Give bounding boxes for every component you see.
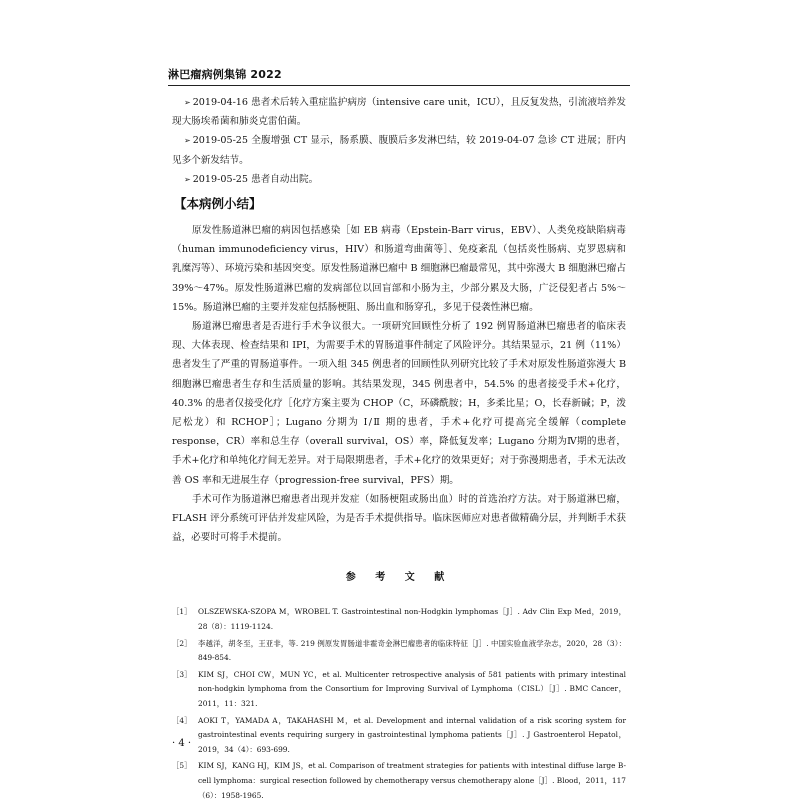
reference-text: 李越洋，胡冬至，王亚非，等. 219 例原发胃肠道非霍奇金淋巴瘤患者的临床特征［J］. 中国实验血液学杂志，2020，28（3）：849-854. [198, 638, 626, 663]
bullet-item [172, 170, 626, 189]
page-content [172, 93, 626, 805]
summary-paragraph: 原发性肠道淋巴瘤的病因包括感染［如 EB 病毒（Epstein-Barr virus，EBV）、人类免疫缺陷病毒（human immunodeficiency virus，HIV）和肠道弯曲菌等］、免疫紊乱（包括炎性肠病、克罗恩病和乳糜泻等）、环境污染和基因突变。原发性肠道淋巴瘤中 B 细胞淋巴瘤最常见，其中弥漫大 B 细胞淋巴瘤占 39%～47%。原发性肠道淋巴瘤的发病部位以回盲部和小肠为主，少部分累及大肠，广泛侵犯者占 5%～15%。肠道淋巴瘤的主要并发症包括肠梗阻、肠出血和肠穿孔，多见于侵袭性淋巴瘤。 [172, 225, 626, 313]
summary-paragraph: 手术可作为肠道淋巴瘤患者出现并发症（如肠梗阻或肠出血）时的首选治疗方法。对于肠道淋巴瘤，FLASH 评分系统可评估并发症风险，为是否手术提供指导。临床医师应对患者做精确分层，并判断手术获益，必要时可将手术提前。 [172, 493, 626, 544]
bullet-item [172, 93, 626, 131]
reference-number: ［4］ [172, 715, 192, 725]
reference-text: OLSZEWSKA-SZOPA M，WROBEL T. Gastrointestinal non-Hodgkin lymphomas［J］. Adv Clin Exp Med，2019，28（8）：1119-1124. [198, 607, 626, 632]
reference-number: ［2］ [172, 638, 192, 648]
section-heading: 【本病例小结】 [174, 196, 262, 212]
page-number: · 4 · [172, 738, 192, 749]
reference-number: ［3］ [172, 669, 192, 679]
reference-number: ［5］ [172, 761, 192, 771]
bullet-text: 2019-05-25 全腹增强 CT 显示，肠系膜、腹膜后多发淋巴结，较 2019-04-07 急诊 CT 进展；肝内见多个新发结节。 [172, 135, 626, 166]
reference-item [172, 668, 626, 712]
reference-text: KIM SJ，KANG HJ，KIM JS，et al. Comparison of treatment strategies for patients with intestinal diffuse large B-cell lymphoma：surgical resection followed by chemotherapy versus chemotherapy alone［J］. Blood，2011，117（6）：1958-1965. [198, 761, 626, 800]
arrow-bullet-icon: ➢ [184, 136, 191, 146]
bullet-item [172, 131, 626, 169]
reference-text: AOKI T，YAMADA A，TAKAHASHI M，et al. Development and internal validation of a risk scoring system for gastrointestinal events requiring surgery in gastrointestinal lymphoma patients［J］. J Gastroenterol Hepatol，2019，34（4）：693-699. [198, 715, 626, 754]
arrow-bullet-icon: ➢ [184, 98, 191, 107]
reference-item [172, 759, 626, 803]
reference-number: ［1］ [172, 607, 192, 617]
bullet-text: 2019-04-16 患者术后转入重症监护病房（intensive care unit，ICU），且反复发热，引流液培养发现大肠埃希菌和肺炎克雷伯菌。 [172, 97, 626, 128]
summary-paragraph: 肠道淋巴瘤患者是否进行手术争议很大。一项研究回顾性分析了 192 例胃肠道淋巴瘤患者的临床表现、大体表现、检查结果和 IPI，为需要手术的胃肠道事件制定了风险评分。其结果显示，21 例（11%）患者发生了严重的胃肠道事件。一项入组 345 例患者的回顾性队列研究比较了手术对原发性肠道弥漫大 B 细胞淋巴瘤患者生存和生活质量的影响。其结果发现，345 例患者中，54.5% 的患者接受手术+化疗，40.3% 的患者仅接受化疗［化疗方案主要为 CHOP（C，环磷酰胺；H，多柔比星；O，长春新碱；P，泼尼松龙）和 RCHOP］；Lugano 分期为 Ⅰ/Ⅱ 期的患者，手术+化疗可提高完全缓解（complete response，CR）率和总生存（overall survival，OS）率，降低复发率；Lugano 分期为Ⅳ期的患者，手术+化疗和单纯化疗间无差异。对于局限期患者，手术+化疗的效果更好；对于弥漫期患者，手术无法改善 OS 率和无进展生存（progression-free survival，PFS）期。 [172, 321, 626, 486]
running-header [168, 63, 630, 86]
arrow-bullet-icon: ➢ [184, 174, 191, 184]
reference-item [172, 605, 626, 634]
header-title: 淋巴瘤病例集锦 2022 [168, 68, 282, 81]
reference-text: KIM SJ，CHOI CW，MUN YC，et al. Multicenter retrospective analysis of 581 patients with primary intestinal non-hodgkin lymphoma from the Consortium for Improving Survival of Lymphoma（CISL）［J］. BMC Cancer，2011，11：321. [198, 669, 626, 709]
reference-item [172, 637, 626, 666]
bullet-text: 2019-05-25 患者自动出院。 [192, 173, 319, 185]
references-heading: 参 考 文 献 [345, 572, 453, 584]
reference-item [172, 714, 626, 758]
